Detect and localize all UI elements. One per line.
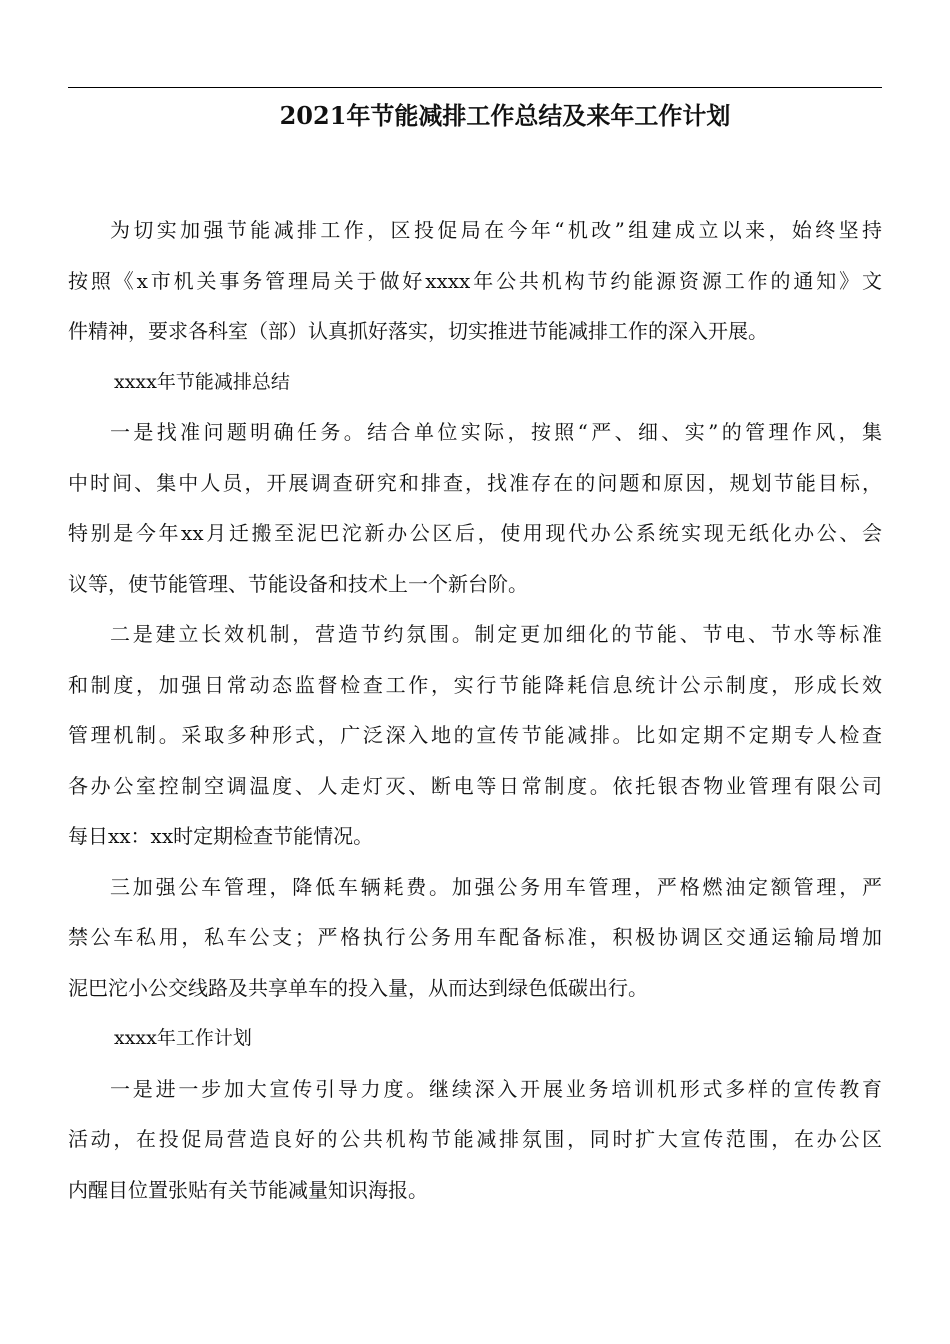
summary-paragraph-2 (68, 609, 882, 862)
paragraph-line: 内醒目位置张贴有关节能减量知识海报。 (68, 1177, 428, 1202)
paragraph-line: 各办公室控制空调温度、人走灯灭、断电等日常制度。依托银杏物业管理有限公司 (68, 773, 882, 798)
section-heading-plan (68, 1013, 882, 1064)
plan-paragraph-1 (68, 1064, 882, 1216)
paragraph-line: 为切实加强节能减排工作，区投促局在今年“机改”组建成立以来，始终坚持 (110, 218, 882, 242)
paragraph-line: 中时间、集中人员，开展调查研究和排查，找准存在的问题和原因，规划节能目标， (68, 470, 882, 495)
intro-paragraph (68, 205, 882, 357)
paragraph-line: 二是建立长效机制，营造节约氛围。制定更加细化的节能、节电、节水等标准 (110, 622, 882, 646)
document-body (68, 205, 882, 1215)
section-heading-summary (68, 357, 882, 408)
summary-paragraph-3 (68, 862, 882, 1014)
paragraph-line: 泥巴沱小公交线路及共享单车的投入量，从而达到绿色低碳出行。 (68, 975, 648, 1000)
section-heading: xxxx年工作计划 (114, 1027, 252, 1049)
paragraph-line: 一是进一步加大宣传引导力度。继续深入开展业务培训机形式多样的宣传教育 (110, 1076, 882, 1101)
paragraph-line: 一是找准问题明确任务。结合单位实际，按照“严、细、实”的管理作风，集 (110, 420, 882, 444)
paragraph-line: 和制度，加强日常动态监督检查工作，实行节能降耗信息统计公示制度，形成长效 (68, 672, 882, 697)
header-rule (68, 87, 882, 88)
document-title: 2021年节能减排工作总结及来年工作计划 (279, 101, 731, 130)
paragraph-line: 特别是今年xx月迁搬至泥巴沱新办公区后，使用现代办公系统实现无纸化办公、会 (68, 521, 882, 545)
paragraph-line: 禁公车私用，私车公支；严格执行公务用车配备标准，积极协调区交通运输局增加 (68, 925, 882, 949)
paragraph-line: 活动，在投促局营造良好的公共机构节能减排氛围，同时扩大宣传范围，在办公区 (68, 1127, 882, 1151)
paragraph-line: 管理机制。采取多种形式，广泛深入地的宣传节能减排。比如定期不定期专人检查 (68, 723, 882, 747)
paragraph-line: 议等，使节能管理、节能设备和技术上一个新台阶。 (68, 571, 528, 596)
summary-paragraph-1 (68, 407, 882, 609)
section-heading: xxxx年节能减排总结 (114, 370, 290, 393)
paragraph-line: 件精神，要求各科室（部）认真抓好落实，切实推进节能减排工作的深入开展。 (68, 319, 768, 343)
paragraph-line: 三加强公车管理，降低车辆耗费。加强公务用车管理，严格燃油定额管理，严 (110, 874, 882, 899)
paragraph-line: 按照《x市机关事务管理局关于做好xxxx年公共机构节约能源资源工作的通知》文 (68, 268, 882, 293)
paragraph-line: 每日xx：xx时定期检查节能情况。 (68, 824, 374, 848)
